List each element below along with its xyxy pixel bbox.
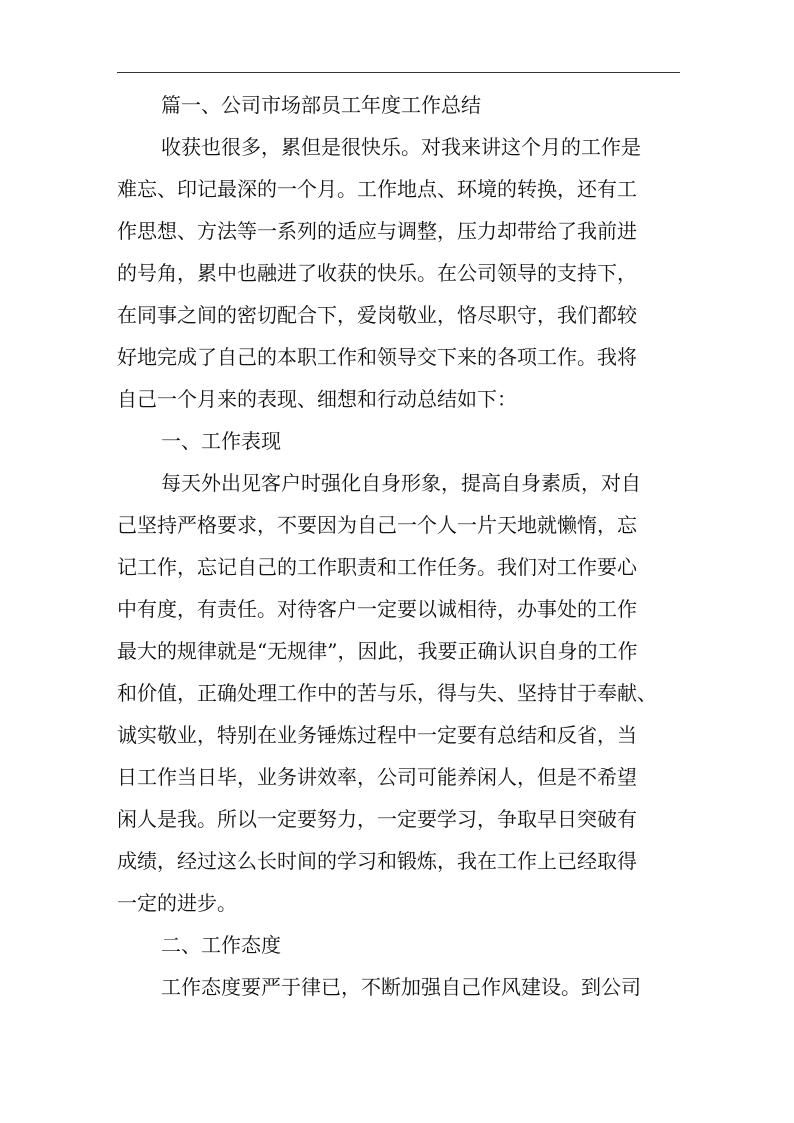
paragraph-line: 中有度，有责任。对待客户一定要以诚相待，办事处的工作	[117, 597, 637, 621]
paragraph-line: 和价值，正确处理工作中的苦与乐，得与失、坚持甘于奉献、	[117, 681, 657, 705]
paragraph-line: 最大的规律就是“无规律”，因此，我要正确认识自身的工作	[117, 639, 638, 663]
section-heading-work-attitude: 二、工作态度	[161, 933, 281, 957]
paragraph-line: 好地完成了自己的本职工作和领导交下来的各项工作。我将	[117, 345, 637, 369]
section-heading-work-performance: 一、工作表现	[161, 429, 281, 453]
paragraph-line: 一定的进步。	[117, 891, 237, 915]
paragraph-line: 诚实敬业，特别在业务锤炼过程中一定要有总结和反省，当	[117, 723, 637, 747]
work-attitude-paragraph	[117, 966, 680, 1008]
work-performance-paragraph	[117, 462, 680, 924]
document-body	[117, 84, 680, 1008]
header-rule	[117, 72, 680, 73]
paragraph-line: 难忘、印记最深的一个月。工作地点、环境的转换，还有工	[117, 177, 637, 201]
document-title: 篇一、公司市场部员工年度工作总结	[161, 93, 481, 117]
paragraph-line: 每天外出见客户时强化自身形象，提高自身素质，对自	[161, 471, 641, 495]
paragraph-line: 闲人是我。所以一定要努力，一定要学习，争取早日突破有	[117, 807, 637, 831]
paragraph-line: 工作态度要严于律已，不断加强自己作风建设。到公司	[161, 975, 641, 999]
paragraph-line: 作思想、方法等一系列的适应与调整，压力却带给了我前进	[117, 219, 637, 243]
paragraph-line: 己坚持严格要求，不要因为自己一个人一片天地就懒惰，忘	[117, 513, 637, 537]
paragraph-line: 收获也很多，累但是很快乐。对我来讲这个月的工作是	[161, 135, 641, 159]
paragraph-line: 成绩，经过这么长时间的学习和锻炼，我在工作上已经取得	[117, 849, 637, 873]
paragraph-line: 的号角，累中也融进了收获的快乐。在公司领导的支持下，	[117, 261, 637, 285]
paragraph-line: 日工作当日毕，业务讲效率，公司可能养闲人，但是不希望	[117, 765, 637, 789]
intro-paragraph	[117, 126, 680, 420]
paragraph-line: 记工作，忘记自己的工作职责和工作任务。我们对工作要心	[117, 555, 637, 579]
paragraph-line: 在同事之间的密切配合下，爱岗敬业，恪尽职守，我们都较	[117, 303, 637, 327]
paragraph-line: 自己一个月来的表现、细想和行动总结如下：	[117, 387, 517, 411]
